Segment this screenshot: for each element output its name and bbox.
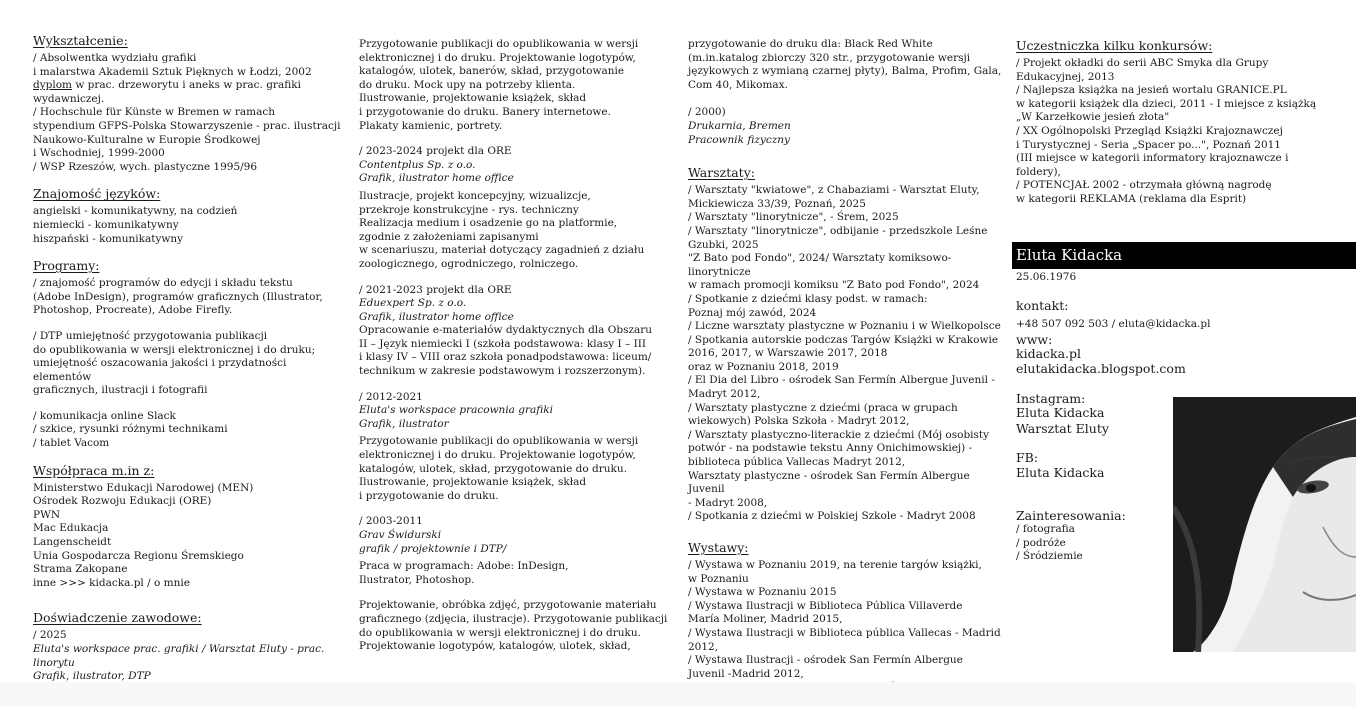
contests-text: / Projekt okładki do serii ABC Smyka dla Grupy Edukacyjnej, 2013 / Najlepsza książka na jesień wortalu GRANICE.PL w kategorii książek dla dzieci, 2011 - I miejsce z książką „W Karzełkowie jesień złota" / XX Ogólnopolski Przegląd Książki Krajoznawczej i Turystycznej - Seria „Spacer po...", Poznań 2011 (III miejsce w kategorii informatory krajoznawcze i foldery), / POTENCJAŁ 2002 - otrzymała główną nagrodę w kategorii REKLAMA (reklama dla Esprit) [1016,57,1317,205]
column-3 [688,38,1006,709]
experience-text-2: Opracowanie e-materiałów dydaktycznych dla Obszaru II – Język niemiecki I (szkoła podstawowa: klasy I – III i klasy IV – VIII oraz szkoła ponadpodstawowa: liceum/ technikum w zakresie podstawowym i rozszerzonym). [359,324,653,378]
portrait-image [1173,397,1356,652]
name-banner: Eluta Kidacka [1012,242,1356,269]
column-2 [359,38,677,654]
programs-heading: Programy: [33,258,100,274]
workshops-heading: Warsztaty: [688,165,755,181]
page-footer-strip [0,682,1356,707]
experience-year-3: / 2012-2021 [359,390,423,403]
birthdate: 25.06.1976 [1016,271,1077,283]
experience-text-1: Ilustracje, projekt koncepcyjny, wizualizcje, przekroje konstrukcyjne - rys. techniczny Realizacja medium i osadzenie go na platformie, zgodnie z założeniami zapisanymi w scenariuszu, materiał dotyczący zagadnień z działu zoologicznego, ogrodniczego, rolniczego. [359,189,645,270]
experience-year-5: / 2000) [688,106,726,119]
experience-text-4b: Projektowanie, obróbka zdjęć, przygotowanie materiału graficznego (zdjęcia, ilustracje). Przygotowanie publikacji do opublikowania w wersji elektronicznej i do druku. Projektowanie logotypów, katalogów, ulotek, skład, [359,599,668,653]
www-label: www: [1016,332,1053,347]
experience-year-2: / 2021-2023 projekt dla ORE [359,283,512,296]
experience-text-3: Przygotowanie publikacji do opublikowania w wersji elektronicznej i do druku. Projektowanie logotypów, katalogów, ulotek, skład, przygotowanie do druku. Ilustrowanie, projektowanie książek, skład i przygotowanie do druku. [359,435,639,502]
education-text: / Absolwentka wydziału grafiki i malarstwa Akademii Sztuk Pięknych w Łodzi, 2002 dyplom w prac. drzeworytu i aneks w prac. grafiki wydawniczej. / Hochschule für Künste w Bremen w ramach stypendium GFPS-Polska Stowarzyszenie - prac. ilustracji Naukowo-Kulturalne w Europie Środkowej i Wschodniej, 1999-2000 / WSP Rzeszów, wych. plastyczne 1995/96 [33,52,341,173]
experience-role: Eluta's workspace prac. grafiki / Warsztat Eluty - prac. linorytu Grafik, ilustrator, DTP [33,643,325,683]
experience-role-5: Drukarnia, Bremen Pracownik fizyczny [688,119,791,146]
languages-text: angielski - komunikatywny, na codzień niemiecki - komunikatywny hiszpański - komunikatywny [33,205,238,245]
interests-list: / fotografia / podróże / Śródziemie [1016,523,1083,563]
programs-text-1: / znajomość programów do edycji i składu tekstu (Adobe InDesign), programów graficznych (Illustrator, Photoshop, Procreate), Adobe Firefly. [33,277,323,317]
www-link-2[interactable]: elutakidacka.blogspot.com [1016,361,1186,376]
portrait-photo [1173,397,1356,652]
languages-heading: Znajomość języków: [33,186,161,202]
programs-text-3: / komunikacja online Slack / szkice, rysunki różnymi technikami / tablet Vacom [33,409,228,450]
exhibitions-text: / Wystawa w Poznaniu 2019, na terenie targów książki, w Poznaniu / Wystawa w Poznaniu 2015 / Wystawa Ilustracji w Biblioteca Pública Villaverde María Moliner, Madrid 2015, / Wystawa Ilustracji w Biblioteca pública Vallecas - Madrid 2012, / Wystawa Ilustracji - ośrodek San Fermín Albergue Juvenil -Madrid 2012, [688,559,1001,680]
interests-label: Zainteresowania: [1016,508,1126,523]
contact-phone-email[interactable]: +48 507 092 503 / eluta@kidacka.pl [1016,318,1211,330]
fb-account[interactable]: Eluta Kidacka [1016,465,1105,480]
experience-year-4: / 2003-2011 [359,515,423,528]
contact-label: kontakt: [1016,298,1069,313]
cooperation-text: Ministerstwo Edukacji Narodowej (MEN) Ośrodek Rozwoju Edukacji (ORE) PWN Mac Edukacja Langenscheidt Unia Gospodarcza Regionu Śremskiego Strama Zakopane inne >>> kidacka.pl / o mnie [33,481,254,589]
experience-text-0: Przygotowanie publikacji do opublikowania w wersji elektronicznej i do druku. Projektowanie logotypów, katalogów, ulotek, banerów, skład, przygotowanie do druku. Mock upy na potrzeby klienta. Ilustrowanie, projektowanie książek, skład i przygotowanie do druku. Banery internetowe. Plakaty kamienic, portrety. [359,38,639,132]
instagram-label: Instagram: [1016,391,1086,406]
programs-text-2: / DTP umiejętność przygotowania publikacji do opublikowania w wersji elektronicznej i do druku; umiejętność oszacowania jakości i przydatności elementów graficznych, ilustracji i fotografii [33,329,316,397]
contests-heading: Uczestniczka kilku konkursów: [1016,38,1213,53]
cooperation-heading: Współpraca m.in z: [33,462,155,478]
experience-text-cont: przygotowanie do druku dla: Black Red White (m.in.katalog zbiorczy 320 str., przygotowanie wersji językowych z wymianą czarnej płyty), Balma, Profim, Gala, Com 40, Mikomax. [688,38,1002,91]
experience-role-3: Eluta's workspace pracownia grafiki Grafik, ilustrator [359,404,554,430]
instagram-accounts[interactable]: Eluta Kidacka Warsztat Eluty [1016,405,1109,436]
education-heading: Wykształcenie: [33,33,128,48]
experience-heading: Doświadczenie zawodowe: [33,610,202,626]
experience-year-1: / 2023-2024 projekt dla ORE [359,145,512,158]
column-1 [33,33,345,684]
column-4 [1016,38,1336,207]
experience-text-4: Praca w programach: Adobe: InDesign, Ilustrator, Photoshop. [359,560,569,586]
dyplom-link[interactable]: dyplom [33,79,73,92]
experience-role-2: Eduexpert Sp. z o.o. Grafik, ilustrator home office [359,297,514,323]
exhibitions-heading: Wystawy: [688,540,749,555]
experience-role-4: Grav Świdurski grafik / projektownie i DTP/ [359,529,507,555]
workshops-text: / Warsztaty "kwiatowe", z Chabaziami - Warsztat Eluty, Mickiewicza 33/39, Poznań, 2025 / Warsztaty "linorytnicze", - Śrem, 2025 / Warsztaty "linorytnicze", odbijanie - przedszkole Leśne Gzubki, 2025 "Z Bato pod Fondo", 2024/ Warsztaty komiksowo-linorytnicze w ramach promocji komiksu "Z Bato pod Fondo", 2024 / Spotkanie z dziećmi klasy podst. w ramach: Poznaj mój zawód, 2024 / Liczne warsztaty plastyczne w Poznaniu i w Wielkopolsce / Spotkania autorskie podczas Targów Książki w Krakowie 2016, 2017, w Warszawie 2017, 2018 oraz w Poznaniu 2018, 2019 / El Dia del Libro - ośrodek San Fermín Albergue Juvenil - Madryt 2012, / Warsztaty plastyczne z dziećmi (praca w grupach wiekowych) Polska Szkoła - Madryt 2012, / Warsztaty plastyczno-literackie z dziećmi (Mój osobisty potwór - na podstawie tekstu Anny Onichimowskiej) - biblioteca pública Vallecas Madryt 2012, Warsztaty plastyczne - ośrodek San Fermín Albergue Juvenil - Madryt 2008, / Spotkania z dziećmi w Polskiej Szkole - Madryt 2008 [688,184,1001,523]
experience-year: / 2025 [33,629,67,642]
experience-role-1: Contentplus Sp. z o.o. Grafik, ilustrator home office [359,158,514,185]
fb-label: FB: [1016,450,1039,465]
www-link-1[interactable]: kidacka.pl [1016,346,1082,361]
